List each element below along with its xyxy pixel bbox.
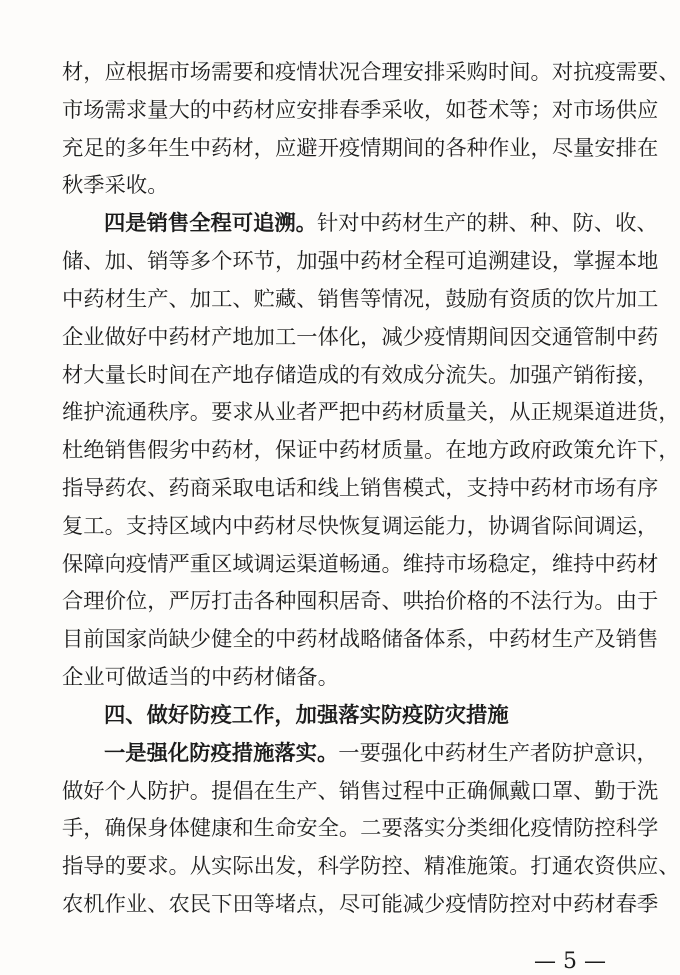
body-line: 企业可做适当的中药材储备。: [62, 665, 339, 690]
body-line: 农机作业、农民下田等堵点，尽可能减少疫情防控对中药材春季: [62, 892, 659, 917]
body-line: 充足的多年生中药材，应避开疫情期间的各种作业，尽量安排在: [62, 136, 659, 161]
body-line: 指导的要求。从实际出发，科学防控、精准施策。打通农资供应、: [62, 854, 680, 879]
body-line: 复工。支持区域内中药材尽快恢复调运能力，协调省际间调运，: [62, 514, 659, 539]
body-line: 目前国家尚缺少健全的中药材战略储备体系，中药材生产及销售: [62, 627, 659, 652]
inline-body-text: 一要强化中药材生产者防护意识，: [338, 741, 658, 766]
inline-body-text: 针对中药材生产的耕、种、防、收、: [316, 211, 658, 236]
page-number: — 5 —: [534, 949, 606, 974]
body-line: 材，应根据市场需要和疫情状况合理安排采购时间。对抗疫需要、: [62, 60, 680, 85]
section-heading: 四、做好防疫工作，加强落实防疫防灾措施: [104, 703, 509, 728]
body-line: 材大量长时间在产地存储造成的有效成分流失。加强产销衔接，: [62, 363, 659, 388]
body-line: 市场需求量大的中药材应安排春季采收，如苍术等；对市场供应: [62, 98, 659, 123]
inline-bold-heading: 四是销售全程可追溯。: [104, 211, 317, 236]
body-line: 指导药农、药商采取电话和线上销售模式，支持中药材市场有序: [62, 476, 659, 501]
body-line: 杜绝销售假劣中药材，保证中药材质量。在地方政府政策允许下，: [62, 438, 680, 463]
body-line: 企业做好中药材产地加工一体化，减少疫情期间因交通管制中药: [62, 325, 659, 350]
body-line: 手，确保身体健康和生命安全。二要落实分类细化疫情防控科学: [62, 816, 659, 841]
body-line: 中药材生产、加工、贮藏、销售等情况，鼓励有资质的饮片加工: [62, 287, 659, 312]
body-line: 合理价位，严厉打击各种囤积居奇、哄抬价格的不法行为。由于: [62, 589, 659, 614]
body-line: 储、加、销等多个环节，加强中药材全程可追溯建设，掌握本地: [62, 249, 659, 274]
body-line: 保障向疫情严重区域调运渠道畅通。维持市场稳定，维持中药材: [62, 552, 659, 577]
body-line: 秋季采收。: [62, 173, 169, 198]
body-line: 维护流通秩序。要求从业者严把中药材质量关，从正规渠道进货，: [62, 400, 680, 425]
body-line: 做好个人防护。提倡在生产、销售过程中正确佩戴口罩、勤于洗: [62, 779, 659, 804]
inline-bold-heading: 一是强化防疫措施落实。: [104, 741, 339, 766]
